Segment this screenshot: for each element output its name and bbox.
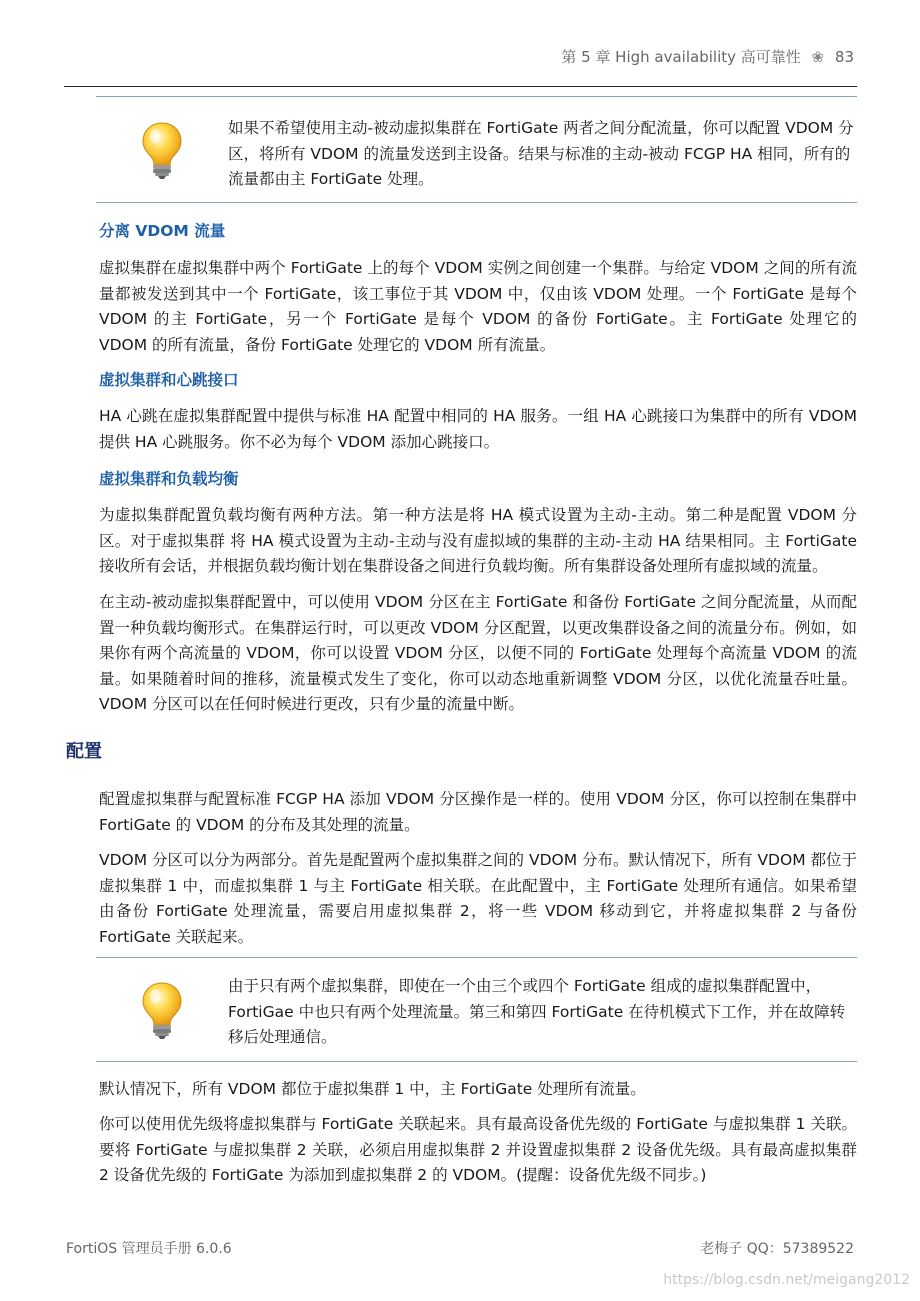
chapter-title: 第 5 章 High availability 高可靠性 — [561, 48, 801, 66]
running-header — [561, 46, 854, 67]
paragraph: 为虚拟集群配置负载均衡有两种方法。第一种方法是将 HA 模式设置为主动-主动。第二种是配置 VDOM 分区。对于虚拟集群 将 HA 模式设置为主动-主动与没有虚拟域的集群的主动-主动 HA 结果相同。主 FortiGate 接收所有会话，并根据负载均衡计划在集群设备之间进行负载均衡。所有集群设备处理所有虚拟域的流量。 — [99, 506, 857, 575]
paragraph: 在主动-被动虚拟集群配置中，可以使用 VDOM 分区在主 FortiGate 和备份 FortiGate 之间分配流量，从而配置一种负载均衡形式。在集群运行时，可以更改 VDOM 分区配置，以更改集群设备之间的流量分布。例如，如果你有两个高流量的 VDOM，你可以设置 VDOM 分区，以便不同的 FortiGate 处理每个高流量 VDOM 的流量。如果随着时间的推移，流量模式发生了变化，你可以动态地重新调整 VDOM 分区，以优化流量吞吐量。VDOM 分区可以在任何时候进行更改，只有少量的流量中断。 — [99, 593, 857, 713]
header-rule — [64, 86, 857, 87]
note-bottom-rule — [96, 202, 857, 203]
page-number: 83 — [834, 48, 854, 66]
subheading-heartbeat: 虚拟集群和心跳接口 — [99, 371, 239, 389]
footer-author: 老梅子 QQ：57389522 — [700, 1241, 854, 1257]
note-text: 如果不希望使用主动-被动虚拟集群在 FortiGate 两者之间分配流量，你可以配置 VDOM 分区，将所有 VDOM 的流量发送到主设备。结果与标准的主动-被动 FCGP HA 相同，所有的流量都由主 FortiGate 处理。 — [228, 119, 854, 188]
paragraph: 虚拟集群在虚拟集群中两个 FortiGate 上的每个 VDOM 实例之间创建一个集群。与给定 VDOM 之间的所有流量都被发送到其中一个 FortiGate，该工事位于其 VDOM 中，仅由该 VDOM 处理。一个 FortiGate 是每个 VDOM 的主 FortiGate，另一个 FortiGate 是每个 VDOM 的备份 FortiGate。主 FortiGate 处理它的 VDOM 的所有流量，备份 FortiGate 处理它的 VDOM 所有流量。 — [99, 259, 857, 354]
lightbulb-icon — [139, 120, 185, 180]
paragraph: VDOM 分区可以分为两部分。首先是配置两个虚拟集群之间的 VDOM 分布。默认情况下，所有 VDOM 都位于虚拟集群 1 中，而虚拟集群 1 与主 FortiGate 相关联。在此配置中，主 FortiGate 处理所有通信。如果希望由备份 FortiGate 处理流量，需要启用虚拟集群 2，将一些 VDOM 移动到它，并将虚拟集群 2 与备份 FortiGate 关联起来。 — [99, 851, 857, 946]
note-top-rule — [96, 96, 857, 97]
paragraph: 默认情况下，所有 VDOM 都位于虚拟集群 1 中，主 FortiGate 处理所有流量。 — [99, 1080, 646, 1098]
subheading-load-balancing: 虚拟集群和负载均衡 — [99, 470, 239, 488]
paragraph: HA 心跳在虚拟集群配置中提供与标准 HA 配置中相同的 HA 服务。一组 HA 心跳接口为集群中的所有 VDOM 提供 HA 心跳服务。你不必为每个 VDOM 添加心跳接口。 — [99, 407, 857, 451]
subheading-separate-vdom: 分离 VDOM 流量 — [99, 222, 226, 240]
paragraph: 你可以使用优先级将虚拟集群与 FortiGate 关联起来。具有最高设备优先级的 FortiGate 与虚拟集群 1 关联。要将 FortiGate 与虚拟集群 2 关联，必须启用虚拟集群 2 并设置虚拟集群 2 设备优先级。具有最高虚拟集群 2 设备优先级的 FortiGate 为添加到虚拟集群 2 的 VDOM。(提醒：设备优先级不同步。) — [99, 1115, 857, 1184]
footer-manual-title: FortiOS 管理员手册 6.0.6 — [66, 1241, 232, 1257]
lightbulb-icon — [139, 980, 185, 1040]
note-bottom-rule — [96, 1061, 857, 1062]
paragraph: 配置虚拟集群与配置标准 FCGP HA 添加 VDOM 分区操作是一样的。使用 VDOM 分区，你可以控制在集群中 FortiGate 的 VDOM 的分布及其处理的流量。 — [99, 790, 857, 834]
flower-icon: ❀ — [811, 48, 825, 66]
note-text: 由于只有两个虚拟集群，即使在一个由三个或四个 FortiGate 组成的虚拟集群配置中，FortiGae 中也只有两个处理流量。第三和第四 FortiGate 在待机模式下工作，并在故障转移后处理通信。 — [228, 977, 846, 1046]
watermark: https://blog.csdn.net/meigang2012 — [663, 1272, 910, 1288]
note-top-rule — [96, 957, 857, 958]
section-heading: 配置 — [66, 741, 102, 762]
